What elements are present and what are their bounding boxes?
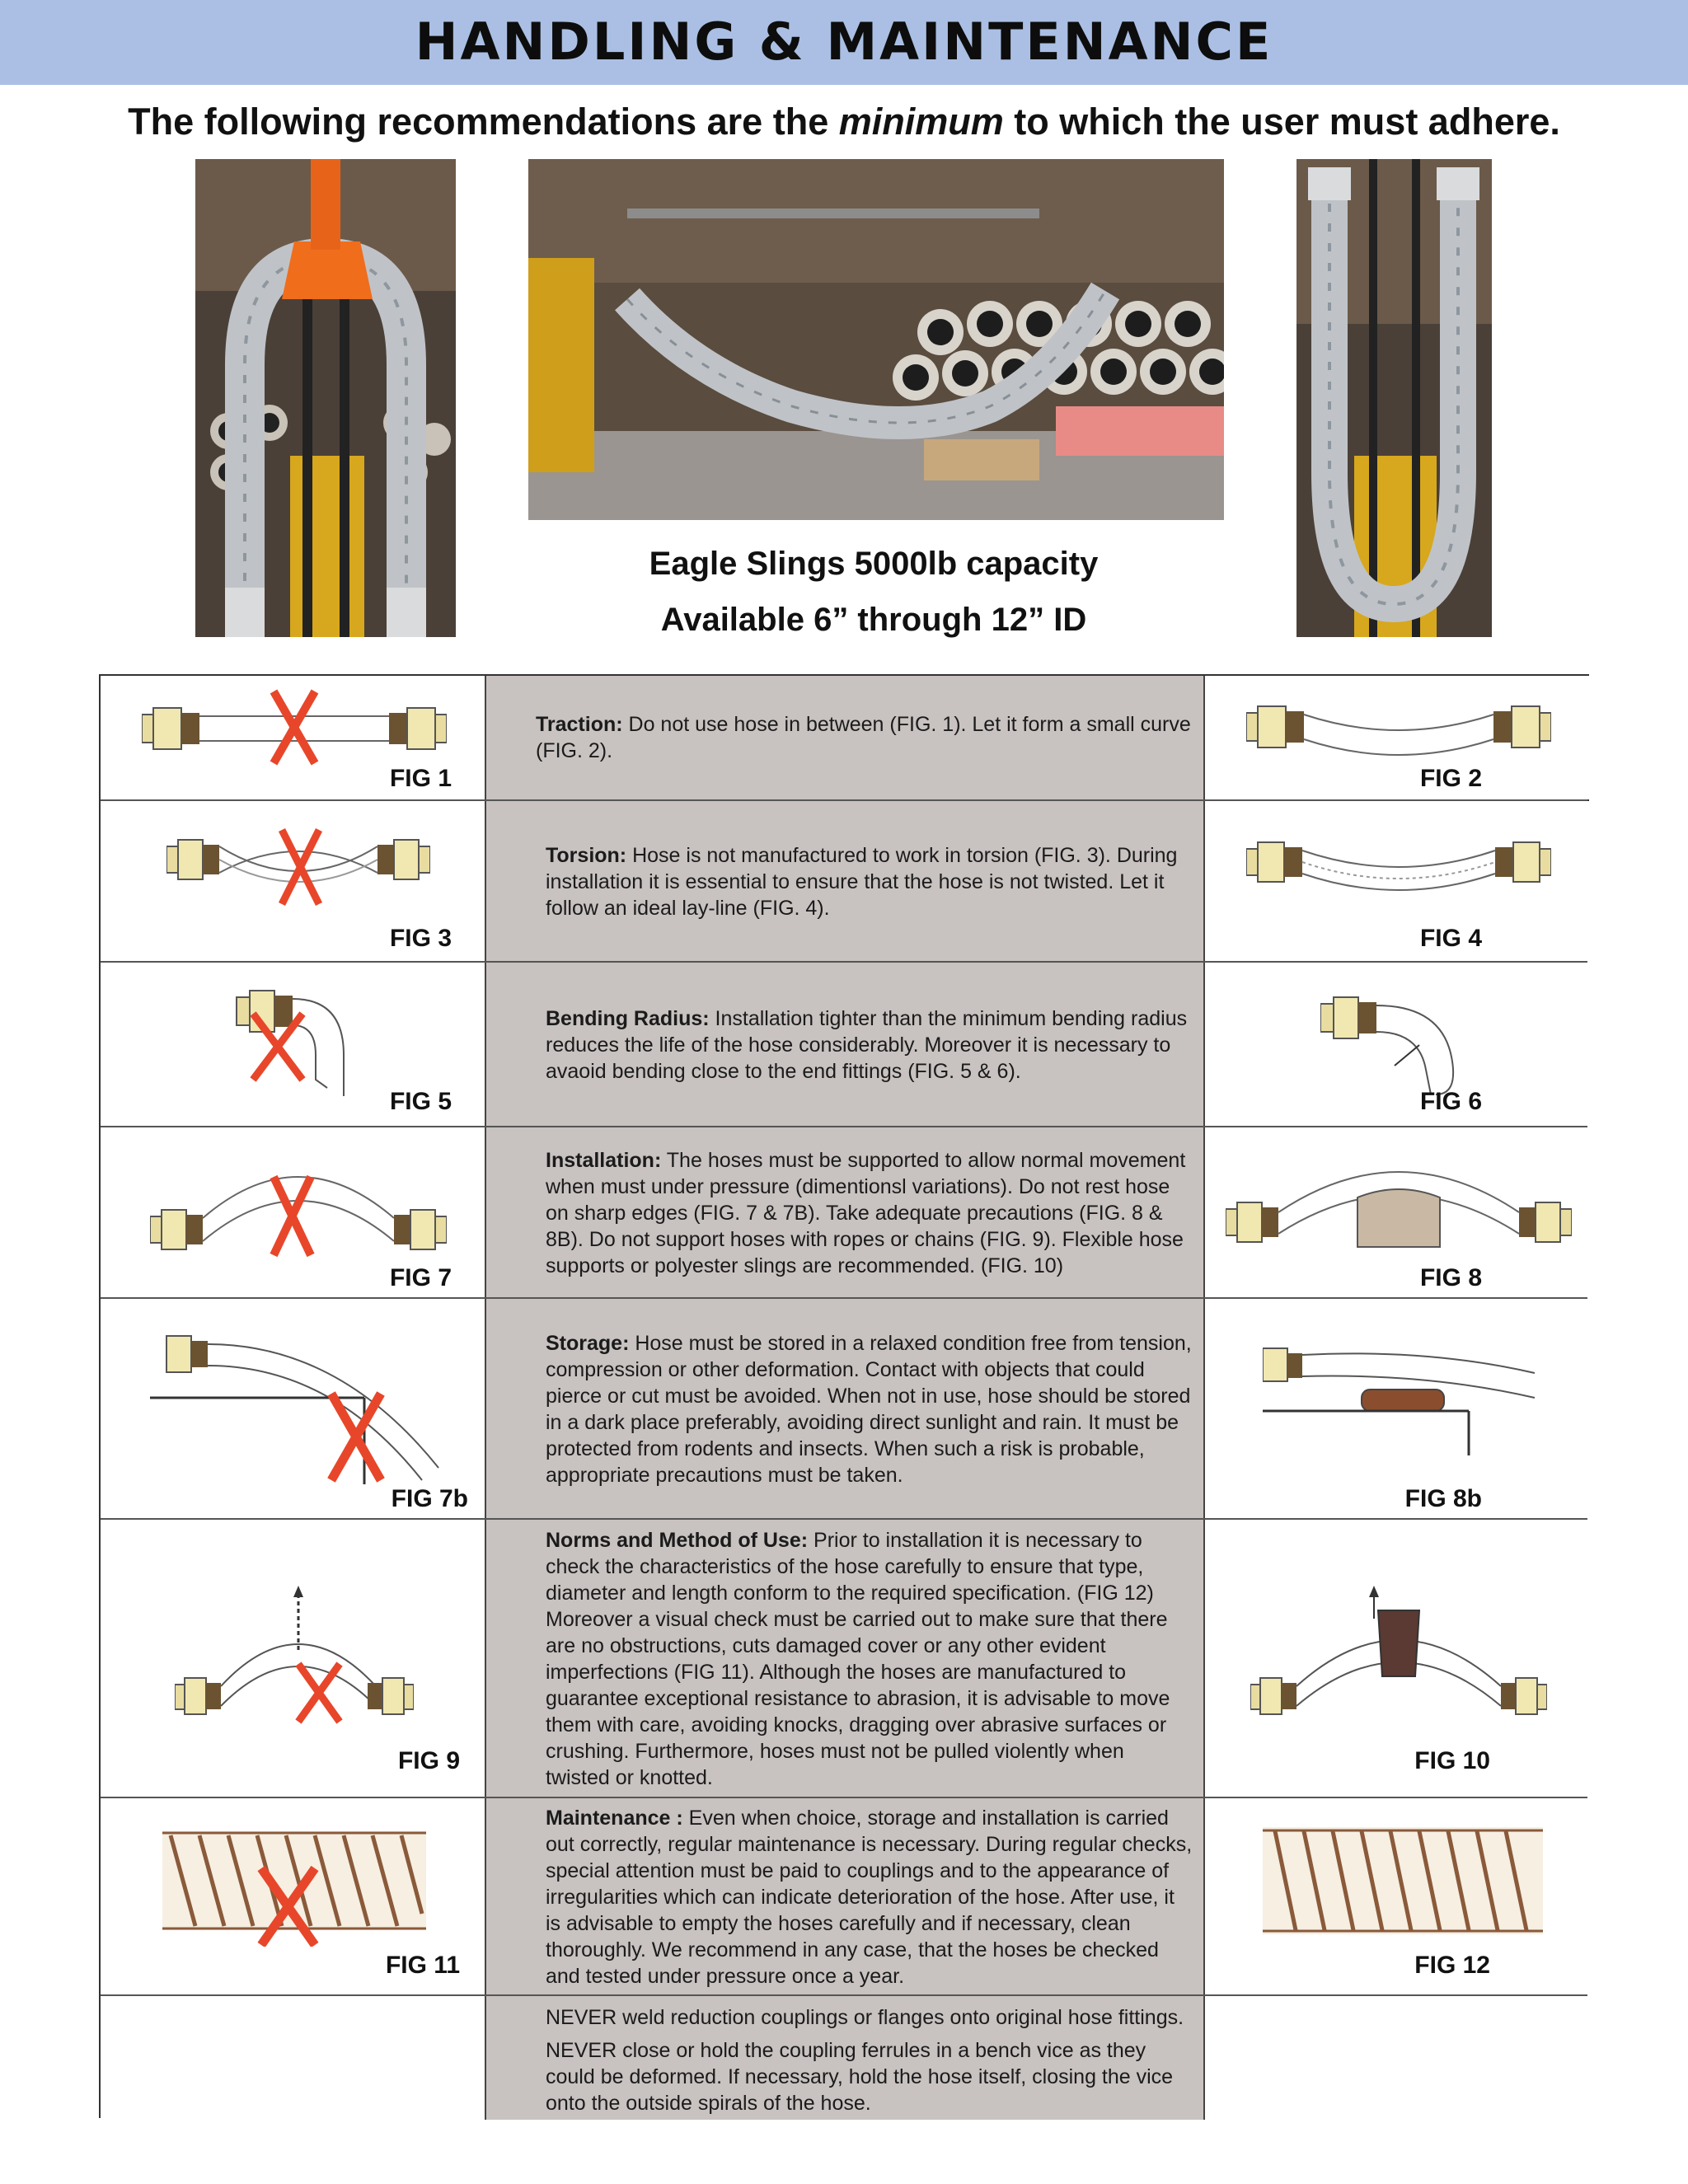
fig-label: FIG 7b bbox=[391, 1485, 468, 1512]
caption-capacity: Eagle Slings 5000lb capacity bbox=[649, 546, 1099, 582]
fig11-damaged-spiral-wrong-icon bbox=[162, 1823, 426, 1947]
note-weld: NEVER weld reduction couplings or flanges onto original hose fittings. bbox=[546, 2006, 1184, 2029]
fig8b-edge-support-icon bbox=[1263, 1332, 1543, 1455]
bending-radius-text: Bending Radius: Installation tighter than the minimum bending radius reduces the life of the hose considerably. Moreover it is necessary to avaoid bending close to the end fittings (FIG. 5 & 6). bbox=[485, 963, 1205, 1127]
installation-text: Installation: The hoses must be supported to allow normal movement when must under pressure (dimentionsl variations). Do not rest hose on sharp edges (FIG. 7 & 7B). Take adequate precautions (FIG. 8 & 8B). Do not support hoses with ropes or chains (FIG. 9). Flexible hose supports or polyester slings are recommended. (FIG. 10) bbox=[485, 1127, 1205, 1299]
table-row bbox=[101, 799, 1587, 963]
page-subtitle: The following recommendations are the minimum to which the user must adhere. bbox=[128, 101, 1560, 143]
norms-method-text: Norms and Method of Use: Prior to installation it is necessary to check the characteristics of the hose carefully to ensure that type, diameter and length conform to the required specification. (FIG 12) Moreover a visual check must be carried out to make sure that there are no obstructions, cuts damaged cover or any other evident imperfections (FIG 11). Although the hoses are manufactured to guarantee exceptional resistance to abrasion, it is advisable to move them with care, avoiding knocks, dragging over abrasive surfaces or crushing. Furthermore, hoses must not be pulled violently when twisted or knotted. bbox=[485, 1520, 1205, 1798]
fig-label: FIG 9 bbox=[397, 1747, 460, 1774]
fig-label: FIG 11 bbox=[385, 1952, 460, 1979]
table-row bbox=[101, 1797, 1587, 1996]
fig5-tight-bend-wrong-icon bbox=[228, 981, 360, 1100]
subtitle-emphasis: minimum bbox=[838, 101, 1004, 143]
table-row bbox=[101, 961, 1587, 1127]
fig-label: FIG 5 bbox=[389, 1088, 452, 1115]
traction-text: Traction: Do not use hose in between (FIG. 1). Let it form a small curve (FIG. 2). bbox=[485, 676, 1205, 799]
caption-sizes: Available 6” through 12” ID bbox=[660, 602, 1087, 638]
photo-sling-u-hose bbox=[1296, 159, 1492, 637]
fig3-twisted-hose-wrong-icon bbox=[166, 822, 430, 912]
storage-text: Storage: Hose must be stored in a relaxed condition free from tension, compression or other deformation. Contact with objects that could pierce or cut must be avoided. When not in use, hose should be stored in a dark place preferably, avoiding direct sunlight and rain. It must be protected from rodents and insects. When such a risk is probable, appropriate precautions must be taken. bbox=[485, 1299, 1205, 1520]
table-row bbox=[101, 1126, 1587, 1299]
fig1-straight-hose-wrong-icon bbox=[142, 688, 447, 766]
table-row bbox=[101, 1518, 1587, 1798]
photo-sling-vertical-hose bbox=[195, 159, 456, 637]
fig-label: FIG 6 bbox=[1419, 1088, 1482, 1115]
fig2-curved-hose-icon bbox=[1246, 688, 1551, 766]
fig-label: FIG 3 bbox=[389, 925, 452, 952]
fig7-sharp-edge-wrong-icon bbox=[150, 1152, 447, 1259]
photo-sling-horizontal-hose bbox=[528, 159, 1224, 520]
fig-label: FIG 7 bbox=[389, 1264, 452, 1291]
fig-label: FIG 12 bbox=[1414, 1952, 1490, 1979]
fig6-correct-bend-icon bbox=[1320, 987, 1469, 1103]
table-row bbox=[101, 676, 1587, 799]
fig7b-edge-contact-wrong-icon bbox=[150, 1319, 463, 1484]
fig-label: FIG 8b bbox=[1404, 1485, 1482, 1512]
page-title: HANDLING & MAINTENANCE bbox=[415, 12, 1273, 72]
maintenance-text: Maintenance : Even when choice, storage and installation is carried out correctly, regular maintenance is necessary. During regular checks, special attention must be paid to couplings and to the appearance of irregularities which can indicate deterioration of the hose. After use, it is advisable to empty the hoses carefully and if necessary, clean thoroughly. We recommend in any case, that the hoses be checked and tested under pressure once a year. bbox=[485, 1798, 1205, 1996]
table-row bbox=[101, 1297, 1587, 1520]
table-row bbox=[101, 1994, 1587, 2120]
never-notes bbox=[485, 1996, 1205, 2120]
fig10-sling-support-icon bbox=[1250, 1586, 1547, 1726]
fig12-intact-spiral-icon bbox=[1263, 1819, 1543, 1943]
recommendations-table bbox=[99, 674, 1589, 2118]
fig-label: FIG 2 bbox=[1419, 765, 1482, 792]
fig-label: FIG 1 bbox=[389, 765, 452, 792]
fig4-lay-line-hose-icon bbox=[1246, 826, 1551, 900]
torsion-text: Torsion: Hose is not manufactured to work in torsion (FIG. 3). During installation it is essential to ensure that the hose is not twisted. Let it follow an ideal lay-line (FIG. 4). bbox=[485, 801, 1205, 963]
header-banner bbox=[0, 0, 1688, 85]
fig-label: FIG 10 bbox=[1414, 1747, 1490, 1774]
fig-label: FIG 8 bbox=[1419, 1264, 1482, 1291]
fig8-supported-hose-icon bbox=[1226, 1148, 1572, 1255]
fig-label: FIG 4 bbox=[1419, 925, 1482, 952]
fig9-chain-support-wrong-icon bbox=[175, 1586, 414, 1726]
note-vice: NEVER close or hold the coupling ferrules in a bench vice as they could be deformed. If necessary, hold the hose itself, closing the vice onto the outside spirals of the hose. bbox=[546, 2039, 1174, 2115]
